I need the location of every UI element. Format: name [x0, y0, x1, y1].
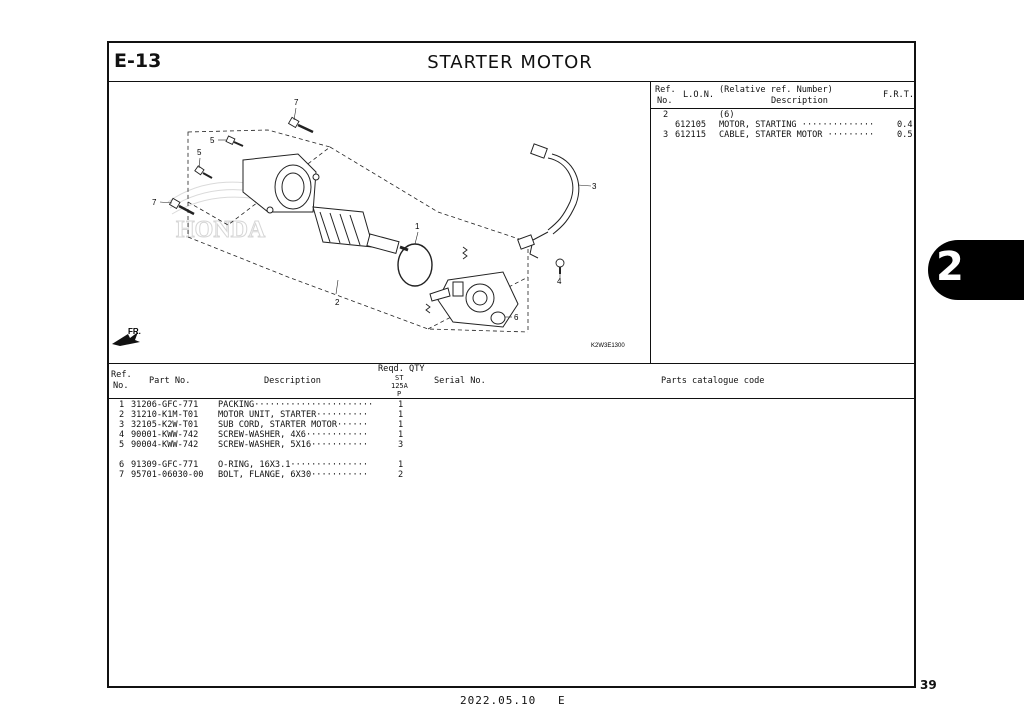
ref-row-lon: 612115 — [675, 130, 707, 140]
row-ref: 4 — [119, 430, 125, 440]
screw-5-b — [195, 166, 212, 178]
illustration-code: K2W3E1300 — [591, 343, 625, 349]
ref-table-header-rule — [650, 108, 916, 109]
ref-row-description: CABLE, STARTER MOTOR ········· — [719, 130, 875, 140]
row-description: MOTOR UNIT, STARTER·········· — [218, 410, 369, 420]
row-ref: 6 — [119, 460, 125, 470]
row-description: O-RING, 16X3.1··············· — [218, 460, 369, 470]
screw-5-a — [226, 136, 243, 146]
ref-row-ref: 3 — [663, 130, 669, 140]
ref-header-description: Description — [771, 96, 828, 106]
callout-4: 4 — [557, 277, 562, 286]
row-part-no: 95701-06030-00 — [131, 470, 204, 480]
ref-header-frt: F.R.T. — [883, 90, 915, 100]
row-ref: 1 — [119, 400, 125, 410]
row-ref: 5 — [119, 440, 125, 450]
section-tab-label: 2 — [936, 244, 964, 290]
callout-1: 1 — [415, 222, 420, 231]
row-qty: 1 — [398, 410, 404, 420]
screw-washer-4 — [556, 259, 564, 274]
row-qty: 1 — [398, 400, 404, 410]
row-description: SUB CORD, STARTER MOTOR······ — [218, 420, 369, 430]
ref-row-description: MOTOR, STARTING ·············· — [719, 120, 875, 130]
ref-header-lon: L.O.N. — [683, 90, 715, 100]
page-number: 39 — [920, 678, 937, 692]
parts-header-reqd-qty: Reqd. QTY — [378, 364, 425, 374]
ref-row-lon: 612105 — [675, 120, 707, 130]
packing-ring — [398, 244, 432, 286]
ref-row-description: (6) — [719, 110, 735, 120]
parts-table-header-rule — [107, 398, 916, 399]
callout-5-b: 5 — [197, 148, 202, 157]
callout-leaders — [160, 108, 591, 317]
row-qty: 1 — [398, 460, 404, 470]
ref-row-ref: 2 — [663, 110, 669, 120]
ref-header-ref: Ref. — [655, 85, 676, 95]
ref-row-frt: 0.5 — [897, 130, 913, 140]
edition-code: E — [558, 694, 566, 707]
front-label: FR. — [128, 327, 141, 336]
row-part-no: 32105-K2W-T01 — [131, 420, 199, 430]
ref-row-frt: 0.4 — [897, 120, 913, 130]
motor-front-cover — [243, 154, 319, 213]
sub-cord — [518, 144, 579, 258]
parts-header-ref: Ref. — [111, 370, 132, 380]
page-title: STARTER MOTOR — [427, 52, 593, 73]
honda-watermark: HONDA — [176, 217, 266, 243]
armature — [313, 207, 408, 253]
callout-5-a: 5 — [210, 136, 215, 145]
row-description: PACKING······················· — [218, 400, 374, 410]
callout-7-left: 7 — [152, 198, 157, 207]
row-ref: 3 — [119, 420, 125, 430]
callout-6: 6 — [514, 313, 519, 322]
parts-header-p: P — [397, 390, 402, 398]
row-description: SCREW-WASHER, 5X16··········· — [218, 440, 369, 450]
parts-header-model: 125A — [391, 382, 408, 390]
print-date: 2022.05.10 — [460, 694, 537, 707]
parts-header-st: ST — [395, 374, 404, 382]
ref-header-no: No. — [657, 96, 673, 106]
ref-header-relative: (Relative ref. Number) — [719, 85, 833, 95]
row-description: BOLT, FLANGE, 6X30··········· — [218, 470, 369, 480]
illustration-bottom-rule — [107, 363, 916, 364]
row-part-no: 91309-GFC-771 — [131, 460, 199, 470]
callout-7-top: 7 — [294, 98, 299, 107]
row-part-no: 90001-KWW-742 — [131, 430, 199, 440]
callout-3: 3 — [592, 182, 597, 191]
parts-header-catalogue: Parts catalogue code — [661, 376, 765, 386]
row-part-no: 31206-GFC-771 — [131, 400, 199, 410]
section-tab — [928, 240, 1024, 300]
row-qty: 1 — [398, 420, 404, 430]
row-qty: 1 — [398, 430, 404, 440]
front-arrow — [112, 327, 141, 346]
illustration-divider — [650, 81, 651, 363]
parts-header-serial: Serial No. — [434, 376, 486, 386]
bolt-7-top — [289, 117, 313, 132]
section-code: E-13 — [114, 50, 162, 72]
row-description: SCREW-WASHER, 4X6············ — [218, 430, 369, 440]
row-qty: 2 — [398, 470, 404, 480]
parts-header-description: Description — [264, 376, 321, 386]
row-qty: 3 — [398, 440, 404, 450]
exploded-diagram — [108, 82, 649, 362]
parts-header-no: No. — [113, 381, 129, 391]
callout-2: 2 — [335, 298, 340, 307]
parts-header-part-no: Part No. — [149, 376, 191, 386]
row-ref: 2 — [119, 410, 125, 420]
row-part-no: 31210-K1M-T01 — [131, 410, 199, 420]
row-part-no: 90004-KWW-742 — [131, 440, 199, 450]
row-ref: 7 — [119, 470, 125, 480]
